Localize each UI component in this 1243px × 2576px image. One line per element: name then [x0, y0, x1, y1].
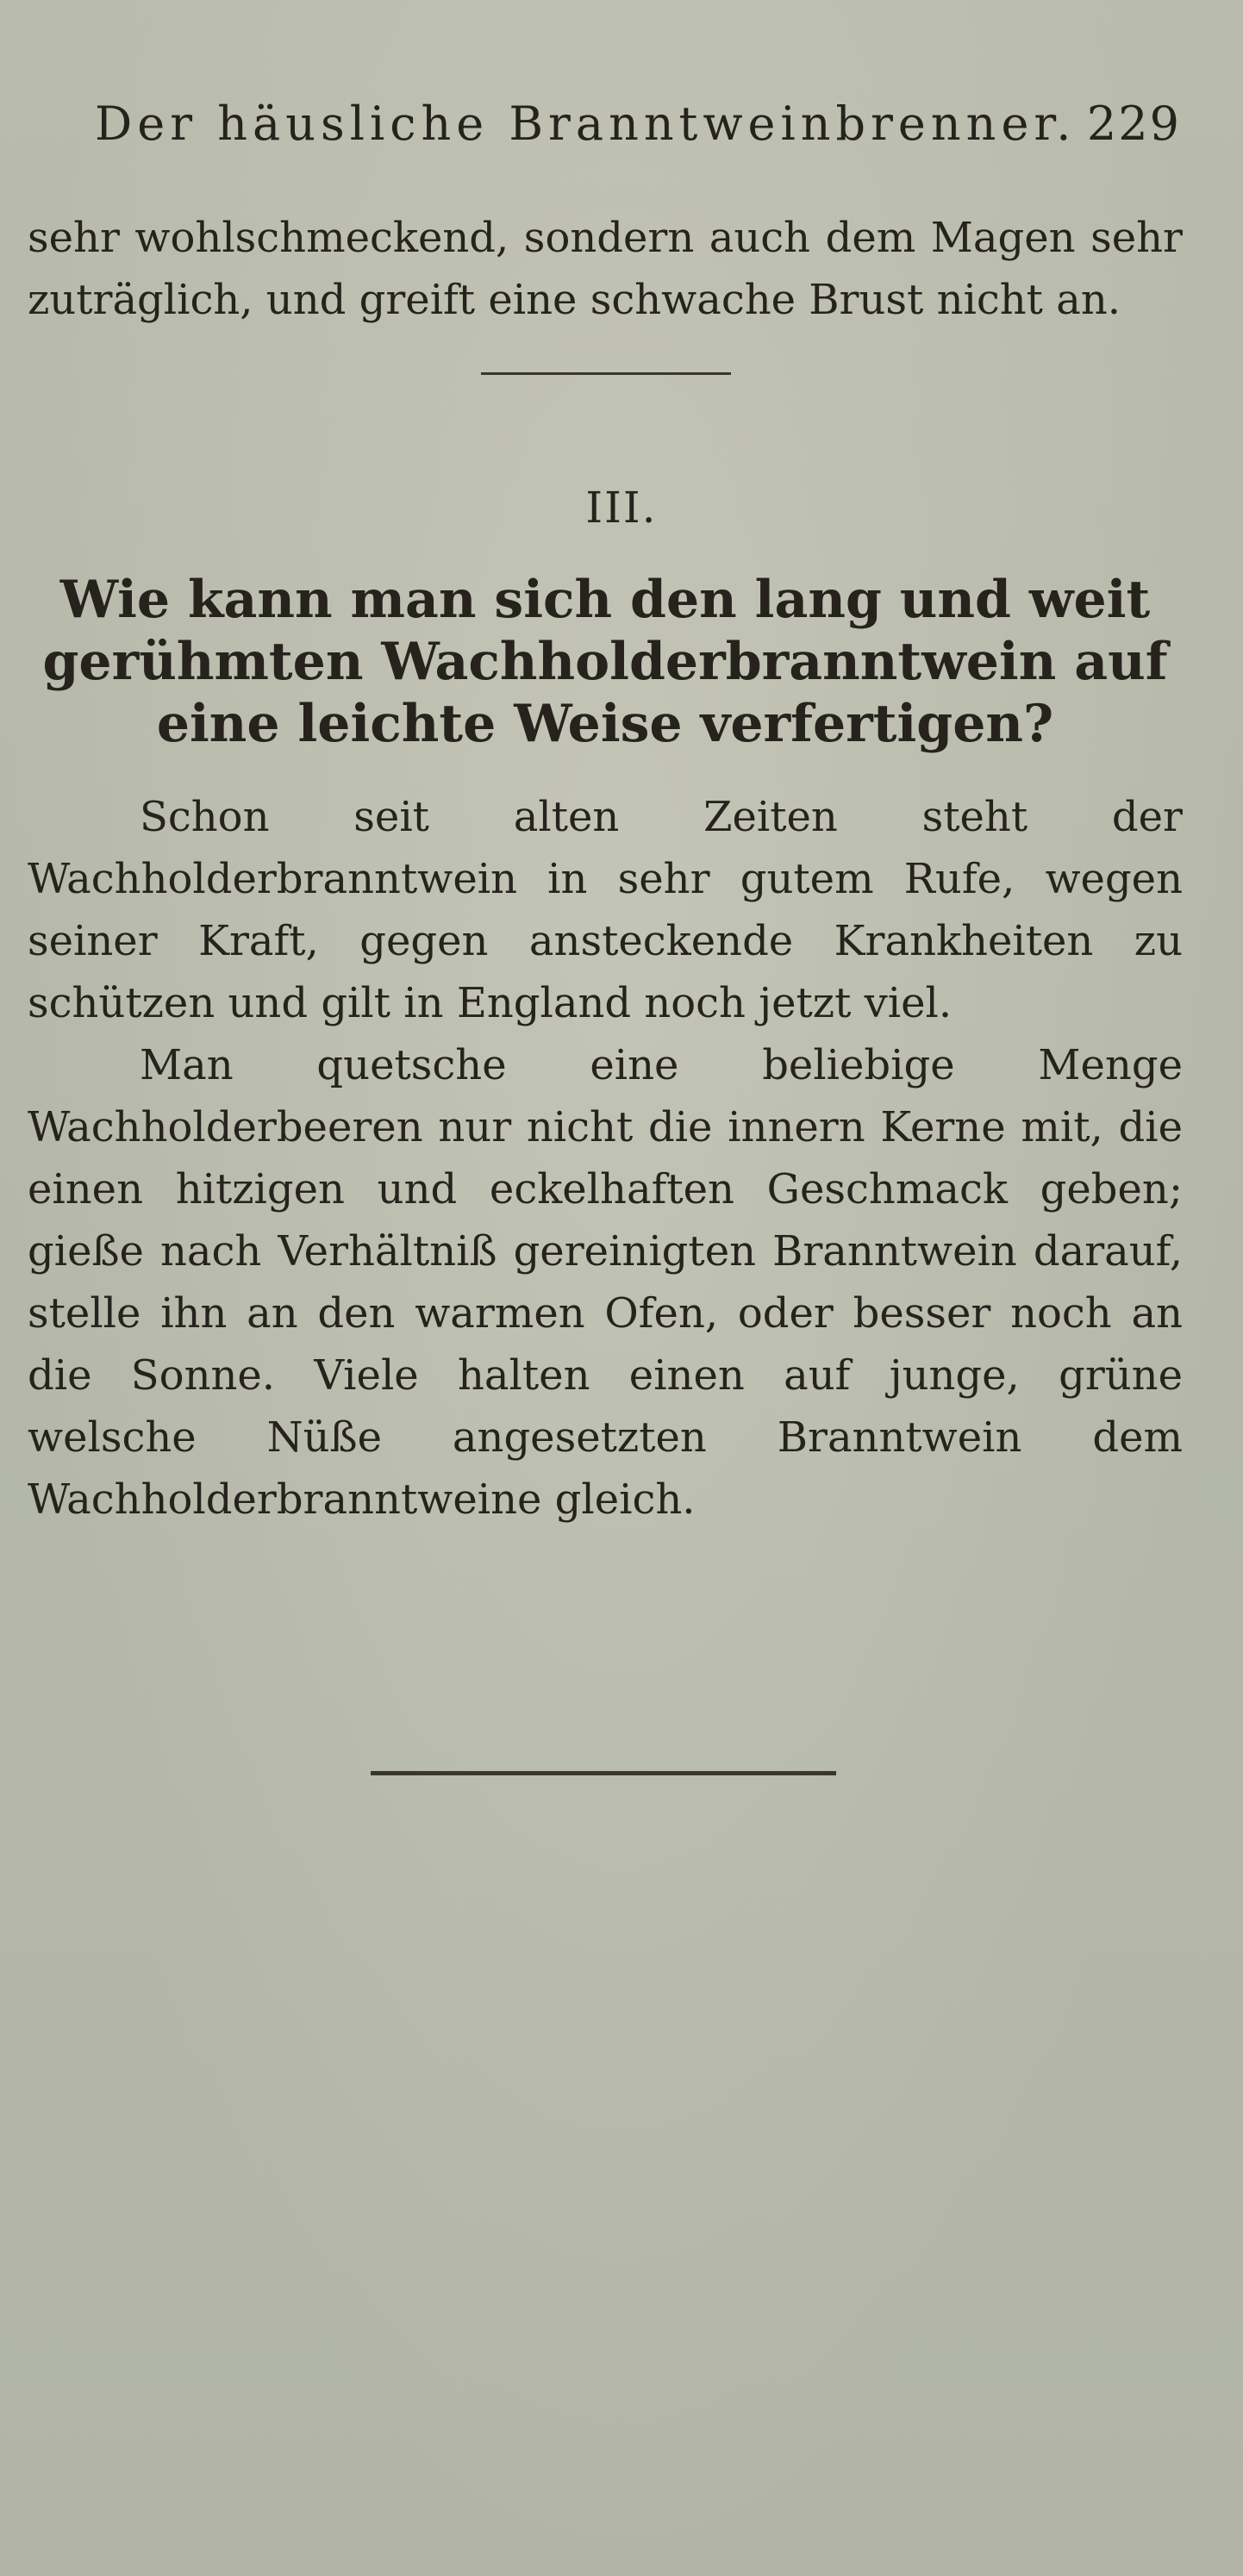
carry-over-paragraph: sehr wohlschmeckend, sondern auch dem Magen sehr zuträglich, und greift eine schwache Brust nicht an. — [28, 214, 1183, 324]
body-paragraph-1: Schon seit alten Zeiten steht der Wachholderbranntwein in sehr gutem Rufe, wegen seiner Kraft, gegen ansteckende Krankheiten zu schützen und gilt in England noch jetzt viel. — [28, 793, 1183, 1027]
carry-over-text — [28, 207, 1183, 331]
section-divider-top — [481, 372, 731, 375]
page-number: 229 — [1086, 97, 1181, 151]
section-body — [28, 786, 1183, 1531]
section-number: III. — [585, 483, 658, 533]
body-paragraph-2: Man quetsche eine beliebige Menge Wachholderbeeren nur nicht die innern Kerne mit, die einen hitzigen und eckelhaften Geschmack geben; gieße nach Verhältniß gereinigten Branntwein darauf, stelle ihn an den warmen Ofen, oder besser noch an die Sonne. Viele halten einen auf junge, grüne welsche Nüße angesetzten Branntwein dem Wachholderbranntweine gleich. — [28, 1041, 1183, 1524]
section-divider-bottom — [371, 1771, 836, 1775]
running-title: Der häusliche Branntweinbrenner. — [95, 97, 1077, 151]
section-title: Wie kann man sich den lang und weit gerühmten Wachholderbranntwein auf eine leichte Weise verfertigen? — [42, 570, 1168, 754]
running-head — [95, 97, 1181, 151]
